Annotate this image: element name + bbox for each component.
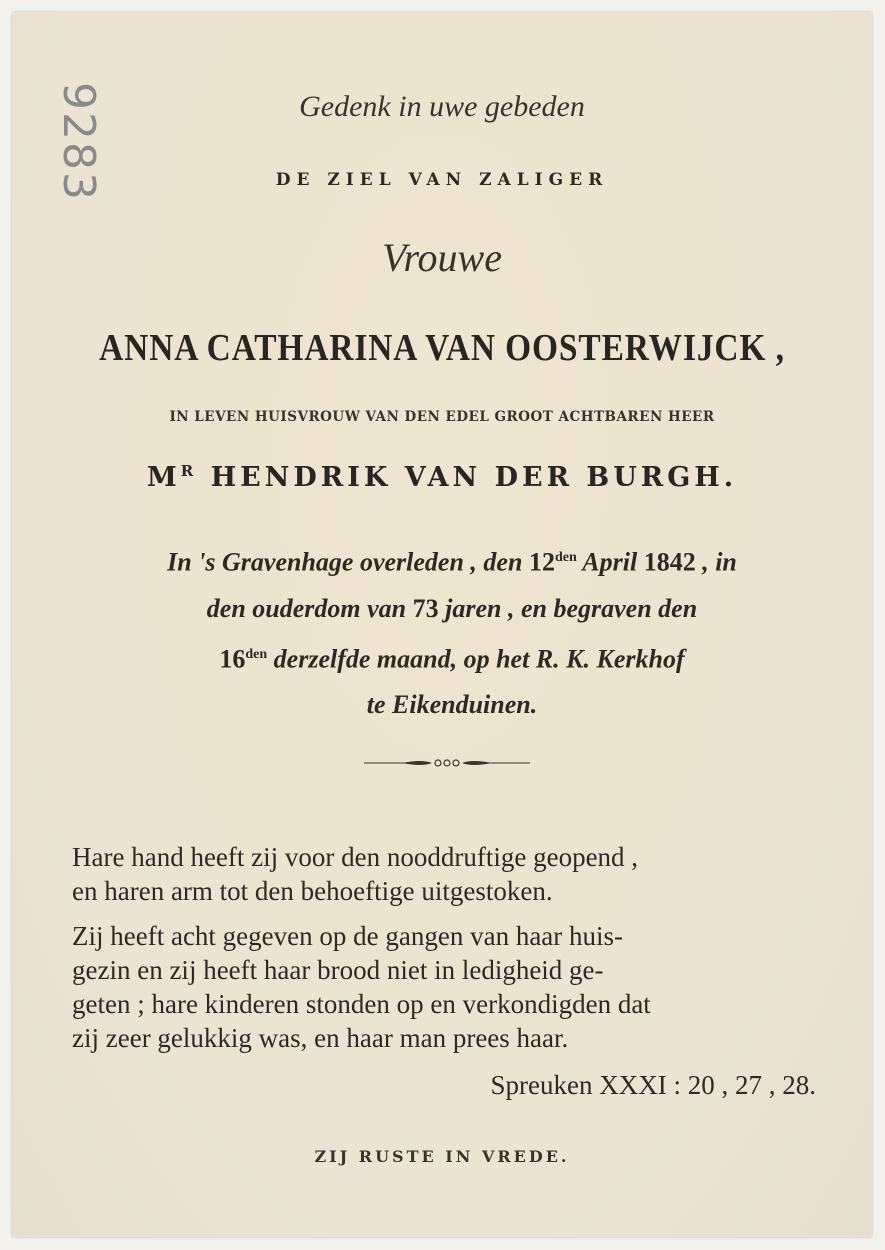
quote2-line-4: zij zeer gelukkig was, en haar man prees haar. xyxy=(72,1023,569,1053)
burial-day-sup: den xyxy=(245,646,268,662)
quote1-line-2: en haren arm tot den behoeftige uitgestoken. xyxy=(72,876,553,906)
quote-paragraph-1 xyxy=(72,840,832,908)
title-word: Vrouwe xyxy=(382,235,502,280)
closing-line: ZIJ RUSTE IN VREDE. xyxy=(314,1147,570,1166)
opening-line: Gedenk in uwe gebeden xyxy=(299,90,585,123)
quote2-line-3: geten ; hare kinderen stonden op en verkondigden dat xyxy=(72,989,651,1019)
spouse-prefix-sup: R xyxy=(180,462,198,480)
burial-place-text: derzelfde maand, op het R. K. Kerkhof xyxy=(267,644,685,674)
quote2-line-1: Zij heeft acht gegeven op de gangen van haar huis- xyxy=(72,921,624,951)
quote2-line-2: gezin en zij heeft haar brood niet in ledigheid ge- xyxy=(72,955,604,985)
spouse-prefix: M xyxy=(146,462,181,493)
death-line-2 xyxy=(62,586,842,632)
death-year: 1842 xyxy=(643,547,696,577)
quote1-line-1: Hare hand heeft zij voor den nooddruftige geopend , xyxy=(72,842,639,872)
death-day: 12 xyxy=(528,547,555,577)
quote-paragraph-2 xyxy=(72,919,832,1055)
death-day-sup: den xyxy=(554,550,577,565)
handwritten-catalog-number: 9283 xyxy=(53,82,104,202)
death-text-in: , in xyxy=(695,547,737,577)
subtitle-line: DE ZIEL VAN ZALIGER xyxy=(275,170,609,190)
deceased-name: ANNA CATHARINA VAN OOSTERWIJCK , xyxy=(99,327,785,369)
age-value: 73 xyxy=(412,593,439,623)
burial-day: 16 xyxy=(219,644,246,674)
death-line-1 xyxy=(62,535,842,586)
spouse-name-line xyxy=(12,462,872,493)
spouse-intro: IN LEVEN HUISVROUW VAN DEN EDEL GROOT ACHTBAREN HEER xyxy=(169,409,715,425)
memorial-card xyxy=(12,12,872,1237)
death-line-4: te Eikenduinen. xyxy=(366,690,538,720)
spouse-name: HENDRIK VAN DER BURGH. xyxy=(210,462,738,493)
age-text: den ouderdom van xyxy=(206,593,413,623)
death-notice xyxy=(62,535,842,728)
ornament-divider xyxy=(362,755,532,771)
death-text-place: In 's Gravenhage overleden , den xyxy=(167,547,529,577)
bible-reference: Spreuken XXXI : 20 , 27 , 28. xyxy=(490,1070,816,1100)
death-month: April xyxy=(576,547,644,577)
burial-text: jaren , en begraven den xyxy=(438,593,698,623)
death-line-3 xyxy=(62,632,842,683)
